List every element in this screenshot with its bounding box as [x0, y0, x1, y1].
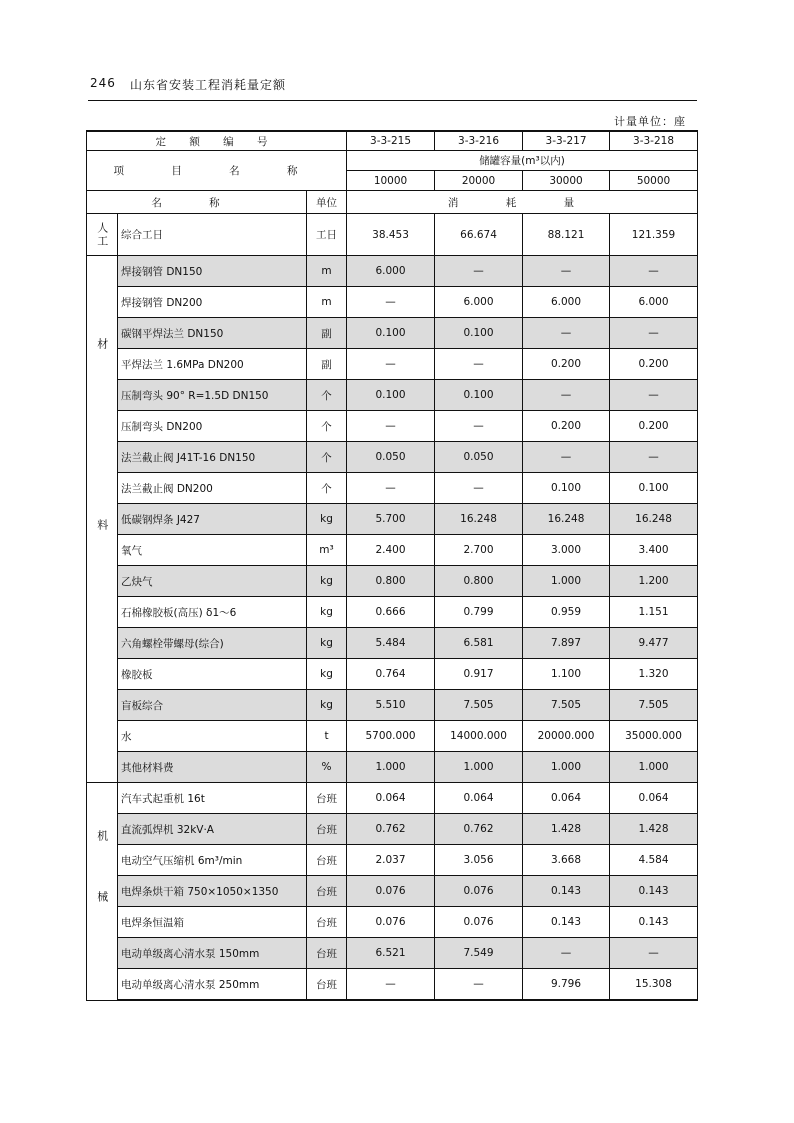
- table-row: [87, 566, 698, 597]
- item-name: 焊接钢管 DN200: [118, 287, 307, 318]
- item-name: 直流弧焊机 32kV·A: [118, 814, 307, 845]
- table-row: [87, 214, 698, 256]
- category-material: [87, 256, 118, 783]
- item-value: 1.428: [523, 814, 610, 845]
- unit-note: 计量单位：座: [614, 115, 686, 128]
- item-value: 0.762: [347, 814, 435, 845]
- item-value: —: [610, 938, 698, 969]
- item-unit: kg: [307, 659, 347, 690]
- item-value: —: [610, 442, 698, 473]
- item-value: —: [435, 473, 523, 504]
- page-header: [88, 74, 697, 100]
- item-unit: m: [307, 256, 347, 287]
- table-row: [87, 752, 698, 783]
- quota-code: 3-3-215: [347, 131, 435, 151]
- item-value: 0.100: [347, 318, 435, 349]
- item-value: 88.121: [523, 214, 610, 256]
- table-row: [87, 690, 698, 721]
- item-value: 3.056: [435, 845, 523, 876]
- item-name: 电动单级离心清水泵 150mm: [118, 938, 307, 969]
- item-unit: m: [307, 287, 347, 318]
- item-value: 6.581: [435, 628, 523, 659]
- item-value: 0.200: [610, 349, 698, 380]
- item-unit: t: [307, 721, 347, 752]
- header-rule: [88, 100, 697, 101]
- item-value: 0.100: [523, 473, 610, 504]
- item-unit: 个: [307, 411, 347, 442]
- item-unit: 台班: [307, 783, 347, 814]
- quota-table: [86, 130, 698, 1001]
- item-value: 0.100: [435, 380, 523, 411]
- item-value: 0.764: [347, 659, 435, 690]
- item-name: 电焊条恒温箱: [118, 907, 307, 938]
- item-value: —: [610, 256, 698, 287]
- item-value: 1.000: [347, 752, 435, 783]
- item-value: 5700.000: [347, 721, 435, 752]
- item-value: 0.200: [523, 349, 610, 380]
- item-name: 综合工日: [118, 214, 307, 256]
- table-row: [87, 628, 698, 659]
- page-number: 246: [90, 76, 116, 90]
- item-unit: 台班: [307, 814, 347, 845]
- item-value: 7.505: [435, 690, 523, 721]
- capacity-value: 50000: [610, 171, 698, 191]
- item-name: 汽车式起重机 16t: [118, 783, 307, 814]
- item-name: 其他材料费: [118, 752, 307, 783]
- item-unit: 个: [307, 473, 347, 504]
- item-name: 石棉橡胶板(高压) δ1～6: [118, 597, 307, 628]
- item-value: 1.000: [435, 752, 523, 783]
- item-name: 低碳钢焊条 J427: [118, 504, 307, 535]
- item-unit: 个: [307, 380, 347, 411]
- item-value: 16.248: [610, 504, 698, 535]
- item-value: 9.477: [610, 628, 698, 659]
- table-row: [87, 659, 698, 690]
- item-value: 20000.000: [523, 721, 610, 752]
- item-value: 3.668: [523, 845, 610, 876]
- item-value: —: [610, 380, 698, 411]
- item-unit: 工日: [307, 214, 347, 256]
- item-value: 6.000: [523, 287, 610, 318]
- running-title: 山东省安装工程消耗量定额: [130, 78, 287, 92]
- item-value: —: [610, 318, 698, 349]
- item-value: 16.248: [435, 504, 523, 535]
- item-value: 0.100: [435, 318, 523, 349]
- item-value: 0.076: [435, 907, 523, 938]
- category-label: 材料: [95, 338, 109, 700]
- capacity-value: 10000: [347, 171, 435, 191]
- item-value: 0.762: [435, 814, 523, 845]
- item-value: 0.917: [435, 659, 523, 690]
- item-unit: %: [307, 752, 347, 783]
- table-row: [87, 287, 698, 318]
- item-value: 0.200: [523, 411, 610, 442]
- item-value: 0.050: [347, 442, 435, 473]
- item-value: 1.151: [610, 597, 698, 628]
- item-value: 7.505: [523, 690, 610, 721]
- item-value: —: [347, 411, 435, 442]
- item-value: 5.484: [347, 628, 435, 659]
- table-row: [87, 783, 698, 814]
- item-value: —: [523, 318, 610, 349]
- item-value: 0.064: [610, 783, 698, 814]
- item-value: 0.959: [523, 597, 610, 628]
- table-row: [87, 814, 698, 845]
- item-value: 6.000: [610, 287, 698, 318]
- table-row: [87, 907, 698, 938]
- item-value: 0.076: [347, 907, 435, 938]
- table-row: [87, 597, 698, 628]
- table-row: [87, 442, 698, 473]
- table-row: [87, 969, 698, 1001]
- item-unit: kg: [307, 597, 347, 628]
- item-value: —: [347, 349, 435, 380]
- item-unit: 台班: [307, 938, 347, 969]
- table-row: [87, 256, 698, 287]
- item-value: 66.674: [435, 214, 523, 256]
- item-value: 16.248: [523, 504, 610, 535]
- item-value: —: [435, 411, 523, 442]
- item-value: 0.076: [347, 876, 435, 907]
- category-machinery: [87, 783, 118, 1001]
- item-unit: kg: [307, 504, 347, 535]
- category-labor: [87, 214, 118, 256]
- item-value: 0.143: [523, 907, 610, 938]
- item-name: 压制弯头 90° R=1.5D DN150: [118, 380, 307, 411]
- item-unit: 副: [307, 318, 347, 349]
- item-value: 0.076: [435, 876, 523, 907]
- item-value: 38.453: [347, 214, 435, 256]
- item-value: 1.100: [523, 659, 610, 690]
- item-value: 7.505: [610, 690, 698, 721]
- item-name: 盲板综合: [118, 690, 307, 721]
- item-value: 1.000: [523, 752, 610, 783]
- item-value: 6.000: [347, 256, 435, 287]
- item-value: 14000.000: [435, 721, 523, 752]
- item-unit: kg: [307, 628, 347, 659]
- item-value: 4.584: [610, 845, 698, 876]
- item-value: 0.064: [523, 783, 610, 814]
- item-value: 6.521: [347, 938, 435, 969]
- item-unit: 副: [307, 349, 347, 380]
- item-value: 121.359: [610, 214, 698, 256]
- item-unit: 台班: [307, 907, 347, 938]
- item-value: 7.549: [435, 938, 523, 969]
- item-value: 0.143: [610, 876, 698, 907]
- item-value: 2.700: [435, 535, 523, 566]
- item-name: 压制弯头 DN200: [118, 411, 307, 442]
- item-unit: kg: [307, 566, 347, 597]
- table-row: [87, 318, 698, 349]
- item-value: 0.666: [347, 597, 435, 628]
- item-value: 0.143: [610, 907, 698, 938]
- quota-number-label: 定 额 编 号: [87, 131, 347, 151]
- table-row: [87, 504, 698, 535]
- item-value: —: [435, 969, 523, 1001]
- capacity-value: 20000: [435, 171, 523, 191]
- item-value: 0.800: [347, 566, 435, 597]
- item-value: 1.000: [610, 752, 698, 783]
- table-row: [87, 411, 698, 442]
- quota-code: 3-3-216: [435, 131, 523, 151]
- item-value: 1.428: [610, 814, 698, 845]
- capacity-label: 储罐容量(m³以内): [347, 151, 698, 171]
- item-value: 0.064: [347, 783, 435, 814]
- item-value: —: [435, 349, 523, 380]
- item-value: 3.000: [523, 535, 610, 566]
- item-unit: 台班: [307, 969, 347, 1001]
- item-value: 0.050: [435, 442, 523, 473]
- item-name: 氧气: [118, 535, 307, 566]
- item-value: 5.510: [347, 690, 435, 721]
- item-unit: 台班: [307, 876, 347, 907]
- item-name: 电动单级离心清水泵 250mm: [118, 969, 307, 1001]
- item-unit: kg: [307, 690, 347, 721]
- item-value: 0.143: [523, 876, 610, 907]
- item-name: 橡胶板: [118, 659, 307, 690]
- item-value: 1.000: [523, 566, 610, 597]
- item-value: 0.100: [610, 473, 698, 504]
- category-label: 机械: [95, 830, 109, 953]
- capacity-value: 30000: [523, 171, 610, 191]
- item-name: 电焊条烘干箱 750×1050×1350: [118, 876, 307, 907]
- item-name: 电动空气压缩机 6m³/min: [118, 845, 307, 876]
- item-value: —: [347, 969, 435, 1001]
- quota-code: 3-3-217: [523, 131, 610, 151]
- item-name: 乙炔气: [118, 566, 307, 597]
- item-value: 35000.000: [610, 721, 698, 752]
- item-value: 7.897: [523, 628, 610, 659]
- item-value: —: [523, 938, 610, 969]
- item-name: 六角螺栓带螺母(综合): [118, 628, 307, 659]
- item-value: 0.100: [347, 380, 435, 411]
- item-name: 法兰截止阀 J41T-16 DN150: [118, 442, 307, 473]
- item-value: 1.320: [610, 659, 698, 690]
- item-unit: m³: [307, 535, 347, 566]
- table-row: [87, 845, 698, 876]
- item-value: —: [347, 287, 435, 318]
- item-value: —: [435, 256, 523, 287]
- item-name: 碳钢平焊法兰 DN150: [118, 318, 307, 349]
- table-row: [87, 876, 698, 907]
- item-value: 2.037: [347, 845, 435, 876]
- quota-code: 3-3-218: [610, 131, 698, 151]
- item-value: 5.700: [347, 504, 435, 535]
- item-name: 焊接钢管 DN150: [118, 256, 307, 287]
- item-value: 15.308: [610, 969, 698, 1001]
- item-value: —: [523, 442, 610, 473]
- item-unit: 个: [307, 442, 347, 473]
- item-name-label: 项 目 名 称: [87, 151, 347, 191]
- item-value: 3.400: [610, 535, 698, 566]
- item-value: —: [523, 380, 610, 411]
- table-row: [87, 938, 698, 969]
- table-row: [87, 473, 698, 504]
- item-unit: 台班: [307, 845, 347, 876]
- item-value: 1.200: [610, 566, 698, 597]
- item-value: —: [523, 256, 610, 287]
- item-value: 6.000: [435, 287, 523, 318]
- item-value: 0.064: [435, 783, 523, 814]
- category-label: 人工: [95, 221, 109, 248]
- table-row: [87, 535, 698, 566]
- item-value: 0.800: [435, 566, 523, 597]
- column-header-consumption: 消 耗 量: [347, 191, 698, 214]
- table-row: [87, 380, 698, 411]
- table-row: [87, 721, 698, 752]
- column-header-unit: 单位: [307, 191, 347, 214]
- column-header-name: 名 称: [87, 191, 307, 214]
- item-value: 2.400: [347, 535, 435, 566]
- table-row: [87, 349, 698, 380]
- item-name: 法兰截止阀 DN200: [118, 473, 307, 504]
- item-value: 0.200: [610, 411, 698, 442]
- item-name: 水: [118, 721, 307, 752]
- item-value: 9.796: [523, 969, 610, 1001]
- item-name: 平焊法兰 1.6MPa DN200: [118, 349, 307, 380]
- item-value: 0.799: [435, 597, 523, 628]
- item-value: —: [347, 473, 435, 504]
